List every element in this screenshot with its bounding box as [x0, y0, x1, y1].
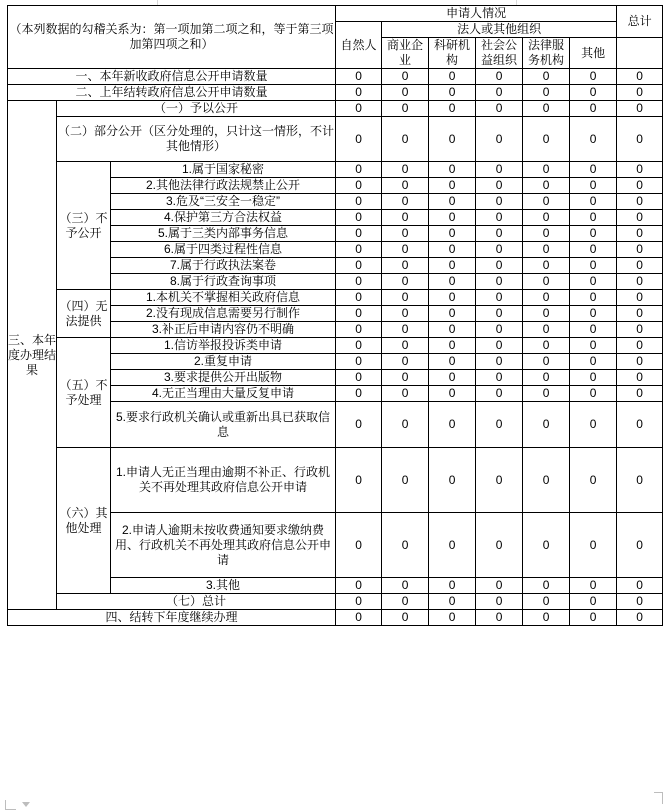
cell-value: 0 [523, 242, 570, 258]
cell-value: 0 [523, 117, 570, 162]
cell-value: 0 [617, 594, 663, 610]
table-row [8, 69, 663, 85]
cell-value: 0 [617, 194, 663, 210]
row-label-3-3-3: 3.危及“三安全一稳定” [111, 194, 336, 210]
cell-value: 0 [476, 402, 523, 448]
cell-value: 0 [336, 85, 382, 101]
cell-value: 0 [570, 290, 617, 306]
cell-value: 0 [570, 194, 617, 210]
cell-value: 0 [429, 402, 476, 448]
table-row [8, 594, 663, 610]
disclosure-statistics-table [7, 5, 663, 626]
cell-value: 0 [476, 178, 523, 194]
cell-value: 0 [523, 370, 570, 386]
row-label-section-4: 四、结转下年度继续办理 [8, 610, 336, 626]
cell-value: 0 [617, 386, 663, 402]
cell-value: 0 [429, 101, 476, 117]
cell-value: 0 [617, 274, 663, 290]
cell-value: 0 [476, 306, 523, 322]
cell-value: 0 [617, 448, 663, 513]
row-label-3-2: （二）部分公开（区分处理的，只计这一情形，不计其他情形） [57, 117, 336, 162]
cell-value: 0 [617, 513, 663, 578]
header-other: 其他 [570, 38, 617, 69]
cell-value: 0 [429, 178, 476, 194]
cell-value: 0 [570, 338, 617, 354]
cell-value: 0 [570, 578, 617, 594]
cell-value: 0 [336, 117, 382, 162]
cell-value: 0 [570, 117, 617, 162]
cell-value: 0 [382, 69, 429, 85]
header-total-column: 总计 [617, 6, 663, 38]
cell-value: 0 [617, 178, 663, 194]
cell-value: 0 [382, 274, 429, 290]
cell-value: 0 [336, 69, 382, 85]
cell-value: 0 [336, 402, 382, 448]
cell-value: 0 [523, 354, 570, 370]
row-label-3-4-3: 3.补正后申请内容仍不明确 [111, 322, 336, 338]
cell-value: 0 [336, 322, 382, 338]
row-label-3-5-4: 4.无正当理由大量反复申请 [111, 386, 336, 402]
row-group-label-3-5: （五）不予处理 [57, 338, 111, 448]
header-legal-entity-group: 法人或其他组织 [382, 22, 617, 38]
cell-value: 0 [382, 594, 429, 610]
cell-value: 0 [382, 338, 429, 354]
cell-value: 0 [523, 178, 570, 194]
cell-value: 0 [429, 322, 476, 338]
cell-value: 0 [429, 117, 476, 162]
cell-value: 0 [617, 306, 663, 322]
header-legal-service-org: 法律服务机构 [523, 38, 570, 69]
header-applicant-group: 申请人情况 [336, 6, 617, 22]
cell-value: 0 [570, 226, 617, 242]
cell-value: 0 [429, 226, 476, 242]
cell-value: 0 [570, 210, 617, 226]
cell-value: 0 [476, 101, 523, 117]
cell-value: 0 [336, 448, 382, 513]
cell-value: 0 [336, 610, 382, 626]
cell-value: 0 [570, 69, 617, 85]
table-row [8, 448, 663, 513]
cell-value: 0 [523, 386, 570, 402]
row-label-3-6-2: 2.申请人逾期未按收费通知要求缴纳费用、行政机关不再处理其政府信息公开申请 [111, 513, 336, 578]
cell-value: 0 [523, 513, 570, 578]
row-label-3-6-1: 1.申请人无正当理由逾期不补正、行政机关不再处理其政府信息公开申请 [111, 448, 336, 513]
cell-value: 0 [476, 274, 523, 290]
cell-value: 0 [617, 210, 663, 226]
cell-value: 0 [382, 402, 429, 448]
cell-value: 0 [570, 162, 617, 178]
cell-value: 0 [617, 290, 663, 306]
row-label-3-6-3: 3.其他 [111, 578, 336, 594]
cell-value: 0 [523, 402, 570, 448]
cell-value: 0 [429, 354, 476, 370]
cell-value: 0 [523, 322, 570, 338]
page-artifact-caret [22, 802, 30, 807]
cell-value: 0 [523, 290, 570, 306]
cell-value: 0 [382, 610, 429, 626]
row-label-3-4-2: 2.没有现成信息需要另行制作 [111, 306, 336, 322]
cell-value: 0 [476, 162, 523, 178]
row-label-3-7: （七）总计 [57, 594, 336, 610]
cell-value: 0 [382, 386, 429, 402]
cell-value: 0 [617, 370, 663, 386]
row-label-section-1: 一、本年新收政府信息公开申请数量 [8, 69, 336, 85]
cell-value: 0 [570, 322, 617, 338]
cell-value: 0 [429, 85, 476, 101]
cell-value: 0 [476, 370, 523, 386]
cell-value: 0 [336, 258, 382, 274]
cell-value: 0 [429, 386, 476, 402]
cell-value: 0 [429, 162, 476, 178]
cell-value: 0 [617, 354, 663, 370]
cell-value: 0 [336, 101, 382, 117]
cell-value: 0 [382, 578, 429, 594]
table-title-note: （本列数据的勾稽关系为：第一项加第二项之和，等于第三项加第四项之和） [8, 6, 336, 69]
cell-value: 0 [523, 274, 570, 290]
cell-value: 0 [429, 513, 476, 578]
cell-value: 0 [382, 448, 429, 513]
table-row [8, 101, 663, 117]
cell-value: 0 [476, 448, 523, 513]
cell-value: 0 [476, 194, 523, 210]
row-label-3-5-3: 3.要求提供公开出版物 [111, 370, 336, 386]
cell-value: 0 [617, 69, 663, 85]
cell-value: 0 [429, 578, 476, 594]
page-artifact-bottom-right [654, 792, 663, 804]
cell-value: 0 [476, 117, 523, 162]
cell-value: 0 [382, 85, 429, 101]
cell-value: 0 [570, 274, 617, 290]
header-natural-person: 自然人 [336, 22, 382, 69]
row-label-3-3-7: 7.属于行政执法案卷 [111, 258, 336, 274]
cell-value: 0 [617, 402, 663, 448]
cell-value: 0 [617, 242, 663, 258]
cell-value: 0 [476, 290, 523, 306]
cell-value: 0 [429, 370, 476, 386]
cell-value: 0 [570, 178, 617, 194]
cell-value: 0 [382, 101, 429, 117]
cell-value: 0 [476, 69, 523, 85]
cell-value: 0 [570, 448, 617, 513]
cell-value: 0 [570, 610, 617, 626]
cell-value: 0 [617, 226, 663, 242]
header-commercial-enterprise: 商业企业 [382, 38, 429, 69]
cell-value: 0 [336, 242, 382, 258]
cell-value: 0 [523, 69, 570, 85]
cell-value: 0 [617, 578, 663, 594]
cell-value: 0 [570, 370, 617, 386]
row-label-3-4-1: 1.本机关不掌握相关政府信息 [111, 290, 336, 306]
cell-value: 0 [570, 594, 617, 610]
cell-value: 0 [336, 210, 382, 226]
cell-value: 0 [429, 69, 476, 85]
cell-value: 0 [476, 242, 523, 258]
cell-value: 0 [382, 178, 429, 194]
cell-value: 0 [617, 101, 663, 117]
cell-value: 0 [382, 162, 429, 178]
table-row [8, 85, 663, 101]
cell-value: 0 [523, 226, 570, 242]
cell-value: 0 [429, 448, 476, 513]
cell-value: 0 [429, 194, 476, 210]
cell-value: 0 [523, 194, 570, 210]
table-row [8, 290, 663, 306]
cell-value: 0 [429, 290, 476, 306]
cell-value: 0 [476, 258, 523, 274]
row-label-3-3-4: 4.保护第三方合法权益 [111, 210, 336, 226]
cell-value: 0 [429, 594, 476, 610]
cell-value: 0 [336, 370, 382, 386]
cell-value: 0 [336, 338, 382, 354]
cell-value: 0 [429, 242, 476, 258]
cell-value: 0 [476, 226, 523, 242]
cell-value: 0 [382, 226, 429, 242]
row-group-label-3-6: （六）其他处理 [57, 448, 111, 594]
cell-value: 0 [570, 101, 617, 117]
row-group-label-3-3: （三）不予公开 [57, 162, 111, 290]
cell-value: 0 [336, 290, 382, 306]
cell-value: 0 [429, 306, 476, 322]
cell-value: 0 [570, 386, 617, 402]
header-social-public-welfare-org: 社会公益组织 [476, 38, 523, 69]
cell-value: 0 [523, 210, 570, 226]
cell-value: 0 [523, 338, 570, 354]
cell-value: 0 [382, 258, 429, 274]
table-row [8, 338, 663, 354]
row-label-3-3-5: 5.属于三类内部事务信息 [111, 226, 336, 242]
header-research-institution: 科研机构 [429, 38, 476, 69]
cell-value: 0 [523, 162, 570, 178]
cell-value: 0 [336, 594, 382, 610]
cell-value: 0 [476, 594, 523, 610]
cell-value: 0 [570, 85, 617, 101]
cell-value: 0 [382, 290, 429, 306]
row-group-label-3-4: （四）无法提供 [57, 290, 111, 338]
cell-value: 0 [382, 194, 429, 210]
cell-value: 0 [382, 306, 429, 322]
cell-value: 0 [617, 258, 663, 274]
cell-value: 0 [336, 162, 382, 178]
cell-value: 0 [382, 322, 429, 338]
cell-value: 0 [570, 513, 617, 578]
cell-value: 0 [382, 513, 429, 578]
cell-value: 0 [523, 448, 570, 513]
cell-value: 0 [617, 610, 663, 626]
cell-value: 0 [523, 594, 570, 610]
cell-value: 0 [382, 117, 429, 162]
page-artifact-bottom-left [5, 800, 16, 810]
cell-value: 0 [523, 610, 570, 626]
row-label-3-3-2: 2.其他法律行政法规禁止公开 [111, 178, 336, 194]
cell-value: 0 [617, 162, 663, 178]
cell-value: 0 [476, 386, 523, 402]
cell-value: 0 [476, 322, 523, 338]
row-label-3-3-6: 6.属于四类过程性信息 [111, 242, 336, 258]
cell-value: 0 [476, 338, 523, 354]
cell-value: 0 [429, 210, 476, 226]
cell-value: 0 [382, 370, 429, 386]
cell-value: 0 [523, 85, 570, 101]
table-row [8, 162, 663, 178]
cell-value: 0 [523, 101, 570, 117]
cell-value: 0 [617, 322, 663, 338]
header-total-column-spacer [617, 38, 663, 69]
cell-value: 0 [570, 306, 617, 322]
cell-value: 0 [476, 210, 523, 226]
cell-value: 0 [429, 274, 476, 290]
cell-value: 0 [617, 338, 663, 354]
cell-value: 0 [617, 117, 663, 162]
cell-value: 0 [570, 258, 617, 274]
cell-value: 0 [336, 386, 382, 402]
row-label-section-2: 二、上年结转政府信息公开申请数量 [8, 85, 336, 101]
cell-value: 0 [476, 85, 523, 101]
row-label-3-3-1: 1.属于国家秘密 [111, 162, 336, 178]
header-row-1 [8, 6, 663, 22]
row-label-3-5-2: 2.重复申请 [111, 354, 336, 370]
cell-value: 0 [476, 354, 523, 370]
cell-value: 0 [476, 513, 523, 578]
cell-value: 0 [523, 578, 570, 594]
cell-value: 0 [570, 354, 617, 370]
cell-value: 0 [570, 402, 617, 448]
cell-value: 0 [336, 513, 382, 578]
cell-value: 0 [336, 354, 382, 370]
table-row [8, 117, 663, 162]
cell-value: 0 [476, 610, 523, 626]
cell-value: 0 [429, 258, 476, 274]
cell-value: 0 [523, 258, 570, 274]
cell-value: 0 [476, 578, 523, 594]
cell-value: 0 [382, 210, 429, 226]
cell-value: 0 [382, 242, 429, 258]
cell-value: 0 [336, 274, 382, 290]
row-label-3-3-8: 8.属于行政查询事项 [111, 274, 336, 290]
cell-value: 0 [336, 194, 382, 210]
row-label-3-5-1: 1.信访举报投诉类申请 [111, 338, 336, 354]
cell-value: 0 [429, 610, 476, 626]
cell-value: 0 [336, 578, 382, 594]
row-label-3-1: （一）予以公开 [57, 101, 336, 117]
row-label-3-5-5: 5.要求行政机关确认或重新出具已获取信息 [111, 402, 336, 448]
cell-value: 0 [429, 338, 476, 354]
cell-value: 0 [336, 226, 382, 242]
table-row [8, 610, 663, 626]
cell-value: 0 [336, 306, 382, 322]
row-label-section-3: 三、本年度办理结果 [8, 101, 57, 610]
cell-value: 0 [570, 242, 617, 258]
cell-value: 0 [336, 178, 382, 194]
cell-value: 0 [617, 85, 663, 101]
cell-value: 0 [523, 306, 570, 322]
cell-value: 0 [382, 354, 429, 370]
